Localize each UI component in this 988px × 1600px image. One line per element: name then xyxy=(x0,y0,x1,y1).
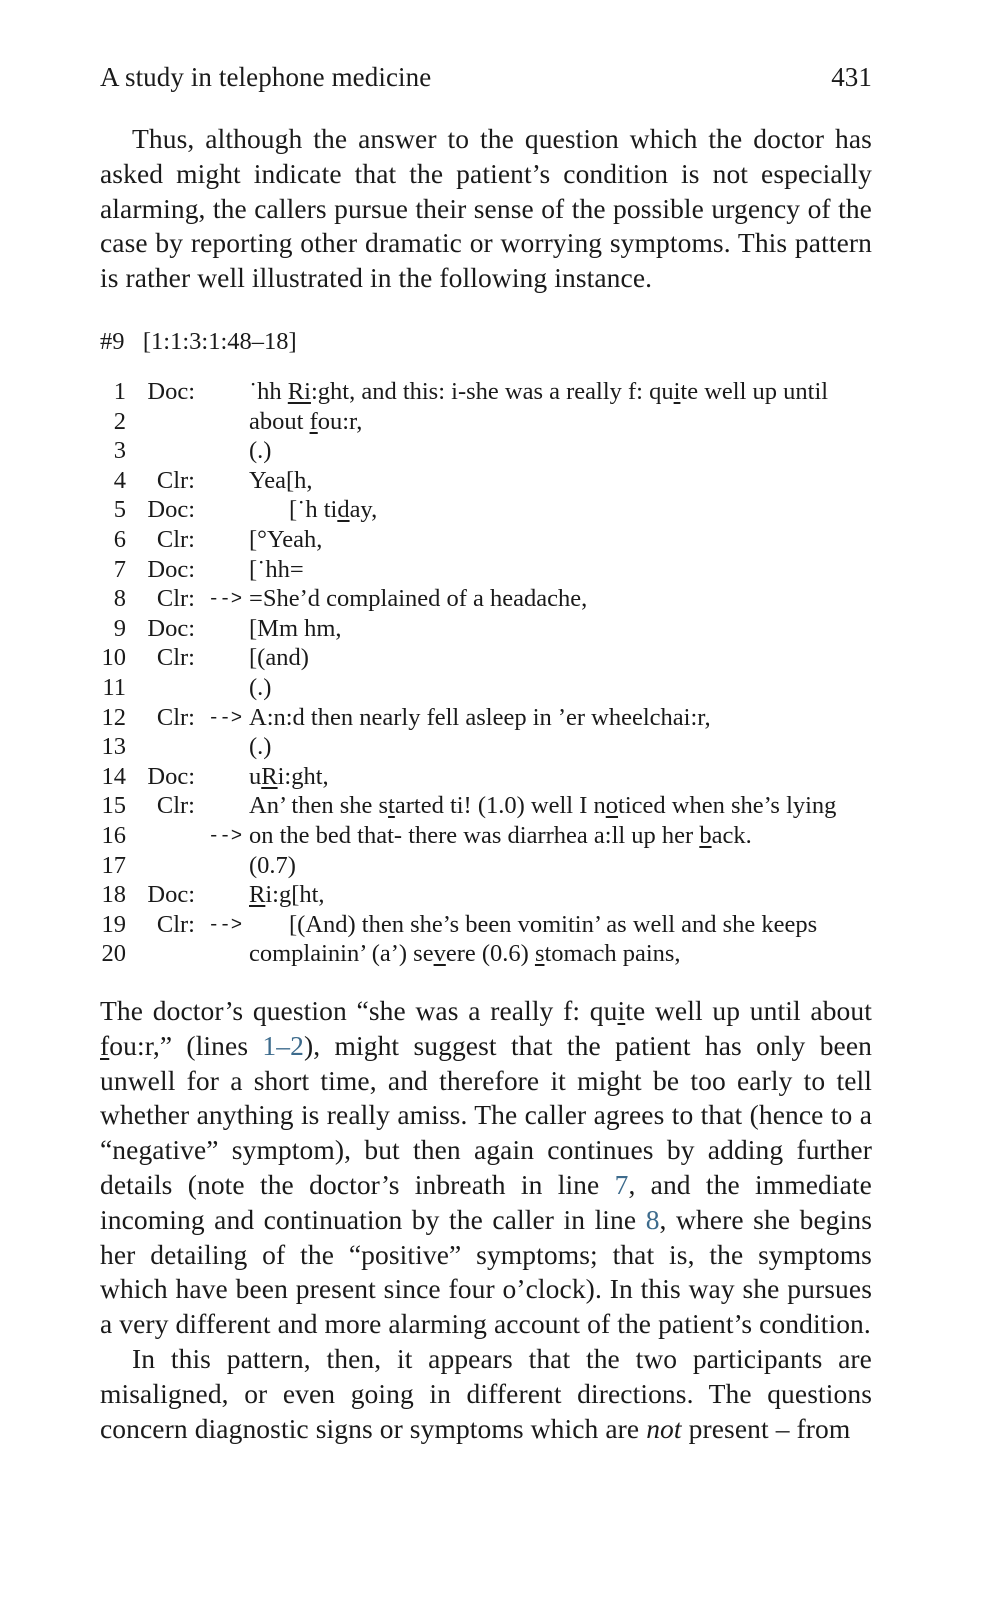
emphasis-text: not xyxy=(646,1412,682,1444)
transcript-line xyxy=(100,408,872,438)
transcript-line xyxy=(100,556,872,586)
speaker-label: Doc: xyxy=(147,881,195,909)
text-run: Yea[h, xyxy=(249,466,313,494)
line-number: 6 xyxy=(113,525,126,553)
text-run: A:n:d then nearly fell asleep in ’er wheelchai:r, xyxy=(249,703,711,731)
line-number: 2 xyxy=(113,407,126,435)
text-run: ere (0.6) xyxy=(445,940,535,968)
text-run: ), might suggest that the patient has only been unwell for a short time, and therefore it might be too early to tell whether anything is really amiss. The caller agrees to that (hence to a “negative” symptom), but then again continues by adding further details (note the doctor’s inbreath in line xyxy=(100,1029,873,1200)
discussion-paragraph-2 xyxy=(100,1342,872,1446)
utterance-text xyxy=(249,852,296,880)
transcript-line xyxy=(100,467,872,497)
utterance-text xyxy=(249,674,271,702)
text-run: te well up until about xyxy=(625,995,872,1026)
underlined-text: t xyxy=(388,792,395,820)
text-run: complainin’ (a’) se xyxy=(249,940,434,968)
speaker-label: Doc: xyxy=(147,555,195,583)
underlined-text: R xyxy=(249,881,266,909)
focus-arrow: --> xyxy=(208,913,243,936)
text-run: :ght, and this: i-she was a really f: qu xyxy=(310,378,674,405)
transcript-line xyxy=(100,644,872,674)
text-run: [˙h ti xyxy=(289,496,338,524)
transcript-line xyxy=(100,378,872,408)
text-run: ou:r, xyxy=(317,407,363,435)
text-run: (.) xyxy=(249,733,272,761)
utterance-text xyxy=(249,644,309,672)
transcript-line xyxy=(100,585,872,615)
line-reference-link[interactable]: 1–2 xyxy=(262,1029,304,1061)
utterance-text xyxy=(249,940,681,968)
line-number: 16 xyxy=(101,821,126,849)
speaker-label: Doc: xyxy=(147,378,195,405)
text-run: tomach pains, xyxy=(544,940,681,968)
line-number: 4 xyxy=(113,466,126,494)
text-run: [Mm hm, xyxy=(249,614,342,642)
text-run: =She’d complained of a headache, xyxy=(249,585,588,613)
line-number: 11 xyxy=(102,673,126,701)
text-run: ay, xyxy=(349,496,378,524)
text-run: (0.7) xyxy=(249,851,296,879)
transcript-line xyxy=(100,911,872,941)
underlined-text: b xyxy=(699,821,712,849)
underlined-text: i xyxy=(673,378,681,405)
text-run: te well up until xyxy=(680,378,829,405)
speaker-label: Doc: xyxy=(147,496,195,524)
discussion xyxy=(100,994,872,1446)
utterance-text xyxy=(249,585,587,613)
text-run: In this pattern, then, it appears that the two participants are misaligned, or even going in different directions. The questions concern diagnostic signs or symptoms which are xyxy=(100,1342,872,1444)
utterance-text xyxy=(249,437,271,465)
utterance-text xyxy=(249,733,271,761)
focus-arrow: --> xyxy=(208,824,243,847)
text-run: , and the immediate incoming and continuation by the caller in line xyxy=(100,1168,872,1235)
extract-heading xyxy=(100,328,297,356)
utterance-text xyxy=(249,881,325,909)
focus-arrow: --> xyxy=(208,588,243,611)
transcript-line xyxy=(100,822,872,852)
focus-arrow: --> xyxy=(208,706,243,729)
text-run: ack. xyxy=(711,821,752,849)
utterance-text xyxy=(289,911,817,939)
utterance-text xyxy=(249,526,322,554)
transcript-line xyxy=(100,437,872,467)
speaker-label: Clr: xyxy=(156,644,195,672)
line-reference-link[interactable]: 7 xyxy=(614,1168,629,1200)
text-run: ˙hh xyxy=(249,378,288,405)
line-number: 1 xyxy=(113,378,126,405)
utterance-text xyxy=(249,615,342,643)
text-run: (.) xyxy=(249,437,272,465)
underlined-text: f xyxy=(309,407,318,435)
speaker-label: Clr: xyxy=(156,525,195,553)
discussion-paragraph-1 xyxy=(100,994,872,1342)
transcript-line xyxy=(100,881,872,911)
underlined-text: R xyxy=(261,762,278,790)
utterance-text xyxy=(249,408,362,436)
text-run: on the bed that- there was diarrhea a:ll up her xyxy=(249,821,700,849)
text-run: ticed when she’s lying xyxy=(618,792,837,820)
utterance-text xyxy=(249,763,329,791)
speaker-label: Doc: xyxy=(147,614,195,642)
text-run: [(And) then she’s been vomitin’ as well and she keeps xyxy=(289,910,818,938)
transcript-line xyxy=(100,792,872,822)
line-number: 20 xyxy=(101,940,126,968)
underlined-text: f xyxy=(100,1029,110,1061)
utterance-text xyxy=(249,467,313,495)
text-run: about xyxy=(249,407,310,435)
line-number: 12 xyxy=(101,703,126,731)
line-number: 5 xyxy=(113,496,126,524)
line-number: 3 xyxy=(113,437,126,465)
running-header xyxy=(100,62,872,93)
running-title: A study in telephone medicine xyxy=(100,62,432,92)
speaker-label: Clr: xyxy=(156,910,195,938)
line-number: 14 xyxy=(101,762,126,790)
speaker-label: Doc: xyxy=(147,762,195,790)
text-run: , where she begins her detailing of the “positive” symptoms; that is, the symptoms which have been present since four o’clock). In this way she pursues a very different and more alarming account of the patient’s condition. xyxy=(100,1203,872,1340)
text-run: [(and) xyxy=(249,644,309,672)
transcript-line xyxy=(100,674,872,704)
text-run: i:ght, xyxy=(277,762,329,790)
line-number: 17 xyxy=(101,851,126,879)
text-run: (.) xyxy=(249,673,272,701)
transcript-line xyxy=(100,526,872,556)
text-run: u xyxy=(249,762,262,790)
line-number: 10 xyxy=(101,644,126,672)
extract-reference: [1:1:3:1:48–18] xyxy=(142,328,297,355)
speaker-label: Clr: xyxy=(156,466,195,494)
transcript-line xyxy=(100,496,872,526)
transcript-line xyxy=(100,852,872,882)
utterance-text xyxy=(289,496,377,524)
line-number: 15 xyxy=(101,792,126,820)
extract-number: #9 xyxy=(100,328,125,355)
underlined-text: d xyxy=(337,496,350,524)
underlined-text: o xyxy=(605,792,619,820)
utterance-text xyxy=(249,556,304,584)
line-number: 7 xyxy=(113,555,126,583)
utterance-text xyxy=(249,792,836,820)
underlined-text: Ri xyxy=(287,378,311,405)
underlined-text: s xyxy=(534,940,545,968)
intro-paragraph: Thus, although the answer to the question which the doctor has asked might indicate that the patient’s condition is not especially alarming, the callers pursue their sense of the possible urgency of the case by reporting other dramatic or worrying symptoms. This pattern is rather well illustrated in the following instance. xyxy=(100,123,872,294)
text-run: The doctor’s question “she was a really f: qu xyxy=(100,995,618,1026)
line-number: 19 xyxy=(101,910,126,938)
text-run: arted ti! (1.0) well I n xyxy=(394,792,606,820)
line-number: 18 xyxy=(101,881,126,909)
text-run: present – from xyxy=(681,1412,851,1444)
transcript xyxy=(100,378,872,970)
speaker-label: Clr: xyxy=(156,585,195,613)
text-run: [°Yeah, xyxy=(249,525,323,553)
speaker-label: Clr: xyxy=(156,703,195,731)
underlined-text: v xyxy=(433,940,446,968)
text-run: i:g[ht, xyxy=(265,881,325,909)
utterance-text xyxy=(249,704,711,732)
underlined-text: i xyxy=(617,995,626,1026)
line-number: 9 xyxy=(113,614,126,642)
text-run: An’ then she s xyxy=(249,792,389,820)
transcript-line xyxy=(100,615,872,645)
page-number: 431 xyxy=(831,62,872,92)
text-run: [˙hh= xyxy=(249,555,304,583)
transcript-line xyxy=(100,940,872,970)
line-number: 8 xyxy=(113,585,126,613)
utterance-text xyxy=(249,822,752,850)
speaker-label: Clr: xyxy=(156,792,195,820)
text-run: ou:r,” (lines xyxy=(109,1029,263,1061)
line-reference-link[interactable]: 8 xyxy=(645,1203,660,1235)
transcript-line xyxy=(100,704,872,734)
utterance-text xyxy=(249,378,828,406)
transcript-line xyxy=(100,733,872,763)
line-number: 13 xyxy=(101,733,126,761)
transcript-line xyxy=(100,763,872,793)
